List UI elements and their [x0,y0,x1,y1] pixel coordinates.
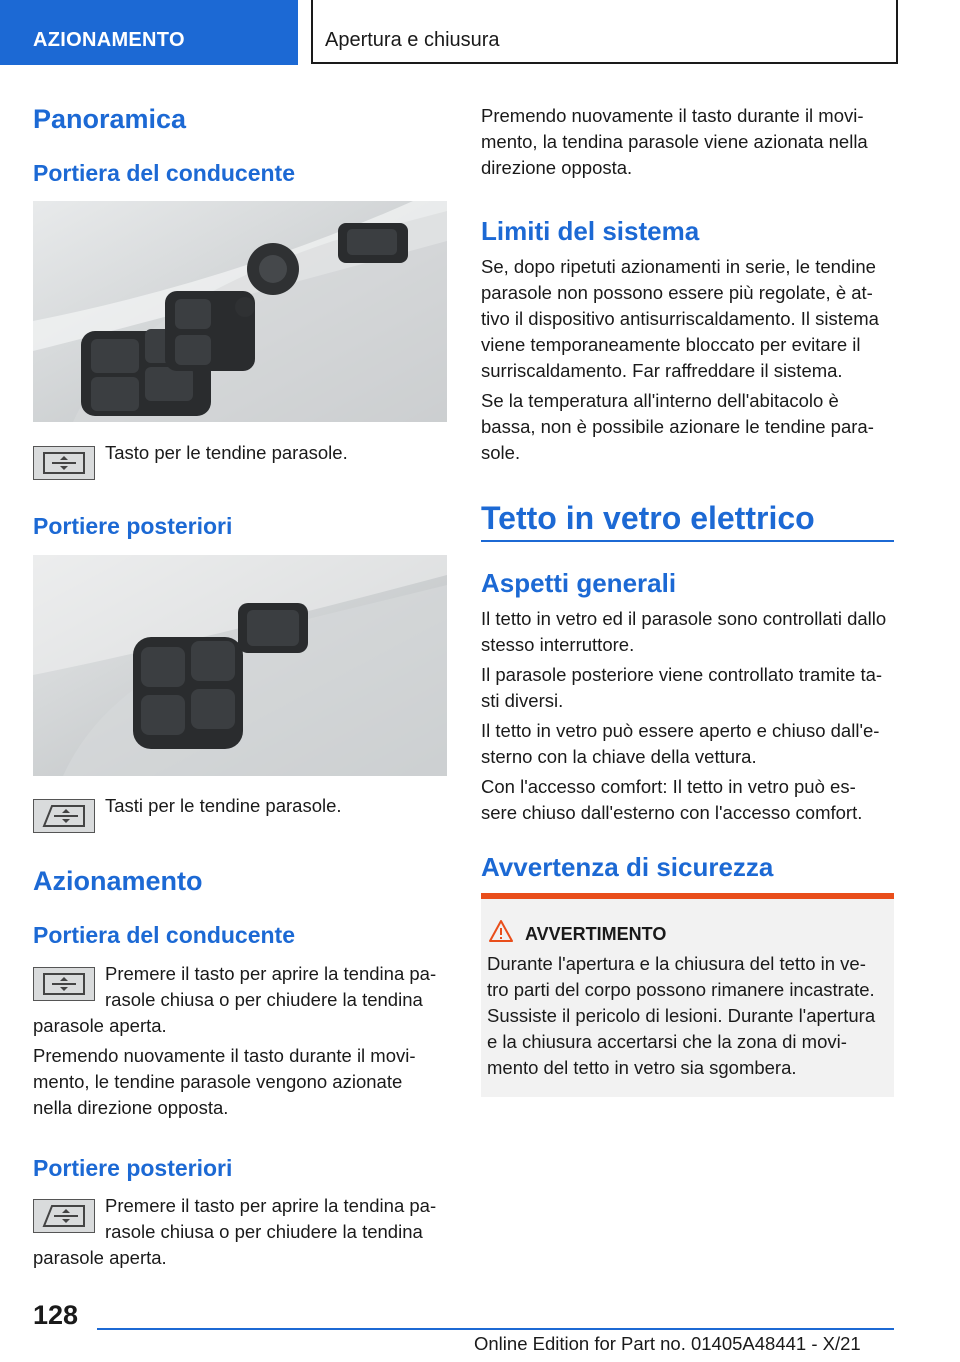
limiti-p2-line1: Se la temperatura all'interno dell'abitacolo è [481,390,839,411]
warning-triangle-icon [488,919,514,943]
limiti-p1-line4: viene temporaneamente bloccato per evitare il [481,334,861,355]
subheading-rear-doors-2: Portiere posteriori [33,1155,233,1181]
heading-azionamento: Azionamento [33,866,203,896]
driver-door-photo [33,201,447,422]
driver-p1-line1: Premere il tasto per aprire la tendina pa- [105,963,437,984]
warning-line1: Durante l'apertura e la chiusura del tetto in ve- [487,953,866,974]
driver-p2-line3: nella direzione opposta. [33,1097,229,1118]
limiti-p2-line2: bassa, non è possibile azionare le tendine para- [481,416,874,437]
aspetti-p3-line2: sterno con la chiave della vettura. [481,746,757,767]
subheading-rear-doors: Portiere posteriori [33,513,233,539]
warning-line2: tro parti del corpo possono rimanere incastrate. [487,979,875,1000]
rear-sunshade-button-icon-2 [33,1199,95,1233]
driver-p2-line1: Premendo nuovamente il tasto durante il movi- [33,1045,416,1066]
heading-panoramica: Panoramica [33,104,187,134]
section-tab [0,0,298,65]
right-p-top-line2: mento, la tendina parasole viene azionata nella [481,131,868,152]
sunshade-button-icon [33,446,95,480]
limiti-p1-line5: surriscaldamento. Far raffreddare il sistema. [481,360,843,381]
limiti-p1-line3: tivo il dispositivo antisurriscaldamento. Il sistema [481,308,879,329]
subheading-driver-door-2: Portiera del conducente [33,922,296,948]
right-p-top-line1: Premendo nuovamente il tasto durante il movi- [481,105,864,126]
driver-p1-line3: parasole aperta. [33,1015,167,1036]
limiti-p2-line3: sole. [481,442,521,463]
caption-rear: Tasti per le tendine parasole. [105,795,342,816]
footer-rule [97,1328,894,1330]
warning-line5: mento del tetto in vetro sia sgombera. [487,1057,797,1078]
warning-line4: e la chiusura accertarsi che la zona di movi- [487,1031,847,1052]
driver-door-illustration [33,201,447,422]
warning-line3: Sussiste il pericolo di lesioni. Durante l'apertura [487,1005,876,1026]
chapter-tab [311,0,898,64]
driver-p2-line2: mento, le tendine parasole vengono azionate [33,1071,403,1092]
limiti-p1-line2: parasole non possono essere più regolate, è at- [481,282,873,303]
aspetti-p1-line2: stesso interruttore. [481,634,635,655]
rear-sunshade-button-icon [33,799,95,833]
rear-door-photo [33,555,447,776]
caption-driver: Tasto per le tendine parasole. [105,442,348,463]
rear-p1-line2: rasole chiusa o per chiudere la tendina [105,1221,423,1242]
aspetti-p1-line1: Il tetto in vetro ed il parasole sono controllati dallo [481,608,887,629]
heading-rule [481,540,894,542]
sunshade-button-icon-2 [33,967,95,1001]
limiti-p1-line1: Se, dopo ripetuti azionamenti in serie, le tendine [481,256,876,277]
driver-p1-line2: rasole chiusa o per chiudere la tendina [105,989,423,1010]
rear-p1-line3: parasole aperta. [33,1247,167,1268]
warning-label: AVVERTIMENTO [525,924,667,944]
heading-aspetti: Aspetti generali [481,568,677,598]
aspetti-p2-line1: Il parasole posteriore viene controllato tramite ta- [481,664,883,685]
heading-limiti: Limiti del sistema [481,216,700,246]
heading-avvertenza: Avvertenza di sicurezza [481,852,774,882]
rear-p1-line1: Premere il tasto per aprire la tendina pa- [105,1195,437,1216]
aspetti-p3-line1: Il tetto in vetro può essere aperto e chiuso dall'e- [481,720,880,741]
right-p-top-line3: direzione opposta. [481,157,633,178]
rear-door-illustration [33,555,447,776]
subheading-driver-door: Portiera del conducente [33,160,296,186]
aspetti-p4-line1: Con l'accesso comfort: Il tetto in vetro può es- [481,776,856,797]
heading-tetto: Tetto in vetro elettrico [481,500,815,536]
page-number: 128 [33,1300,79,1330]
aspetti-p4-line2: sere chiuso dall'esterno con l'accesso comfort. [481,802,863,823]
warning-box [481,893,894,1097]
aspetti-p2-line2: sti diversi. [481,690,564,711]
section-title: AZIONAMENTO [33,29,185,51]
edition-text: Online Edition for Part no. 01405A48441 - X/21 [474,1333,861,1354]
chapter-title: Apertura e chiusura [325,29,500,51]
